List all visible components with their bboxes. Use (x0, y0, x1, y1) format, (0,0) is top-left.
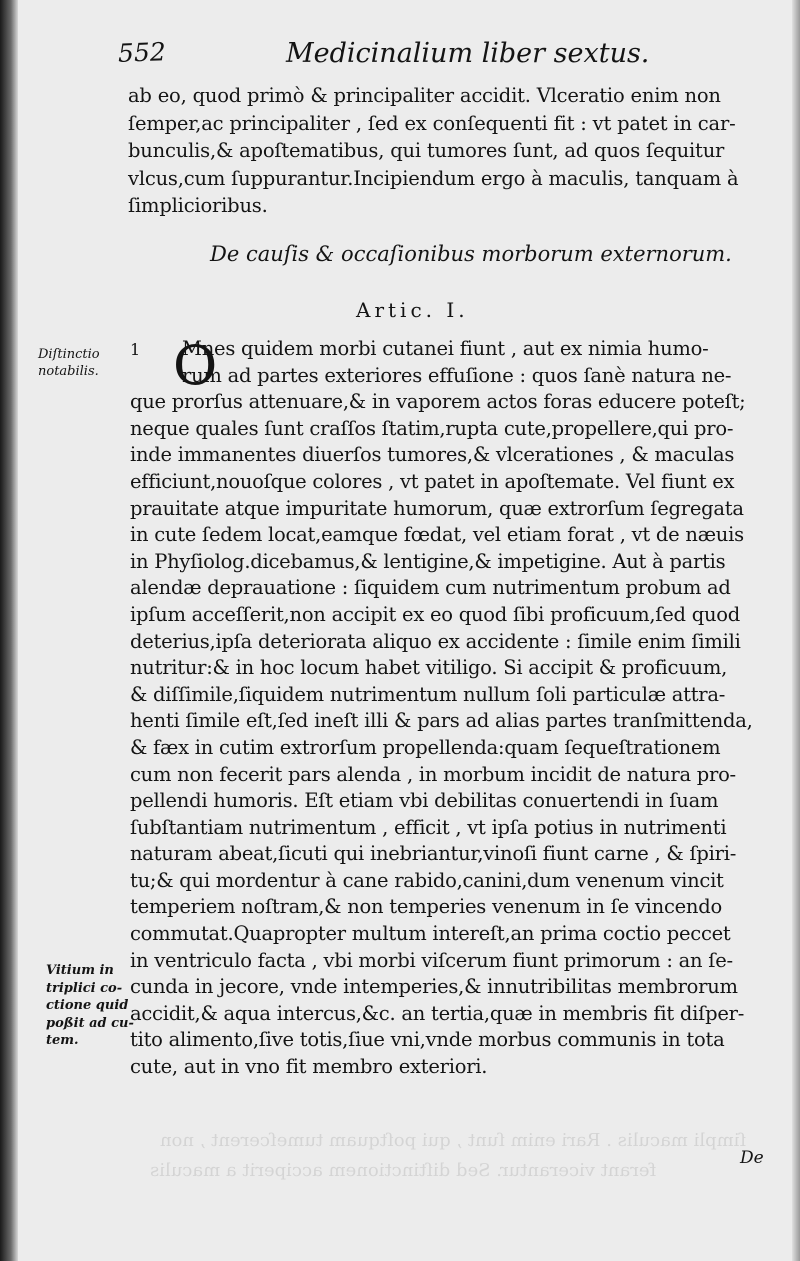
bleed-through-text: ſimpli maculis . Rari enim ſunt , qui poſtquam tumeſcerent , non (160, 1130, 747, 1151)
text-line: vlcus,cum ſuppurantur.Incipiendum ergo à maculis, tanquam à (128, 166, 739, 190)
margin-note-line: tem. (46, 1033, 79, 1048)
text-line: in Phyſiolog.dicebamus,& lentigine,& impetigine. Aut à partis (130, 549, 726, 573)
margin-note-vitium (46, 962, 134, 1050)
text-line: efficiunt,nouoſque colores , vt patet in apoſtemate. Vel fiunt ex (130, 469, 735, 493)
text-line: in ventriculo facta , vbi morbi viſcerum fiunt primorum : an ſe- (130, 948, 733, 972)
article-heading: Artic. I. (356, 298, 469, 322)
text-line: tito alimento,ſive totis,ſiue vni,vnde morbus communis in tota (130, 1028, 725, 1052)
text-line: ipſum acceſſerit,non accipit ex eo quod ſibi proficuum,ſed quod (130, 602, 741, 626)
text-line: tu;& qui mordentur à cane rabido,canini,dum venenum vincit (130, 868, 724, 892)
paragraph-number: 1 (130, 340, 140, 359)
margin-note-line: ctione quid (46, 998, 129, 1013)
margin-note-line: triplici co- (46, 980, 123, 996)
margin-note-line: Vitium in (46, 963, 114, 978)
text-line: alendæ deprauatione : ſiquidem cum nutrimentum probum ad (130, 576, 731, 600)
running-head: Medicinalium liber sextus. (286, 38, 650, 69)
text-line: naturam abeat,ſicuti qui inebriantur,vinoſi fiunt carne , & ſpiri- (130, 842, 737, 866)
text-line: Mnes quidem morbi cutanei fiunt , aut ex nimia humo- (182, 337, 709, 360)
page-header (117, 37, 650, 78)
text-line: ſemper,ac principaliter , ſed ex conſequenti fit : vt patet in car- (128, 111, 736, 135)
text-line: prauitate atque impuritate humorum, quæ extrorſum ſegregata (130, 496, 744, 520)
text-line: ab eo, quod primò & principaliter accidit. Vlceratio enim non (128, 84, 721, 107)
text-line: neque quales ſunt craſſos ſtatim,rupta cute,propellere,qui pro- (130, 416, 734, 440)
bleed-through-text-2: ferant vicerantur. Sed diſtinctionem acciperit a maculis (150, 1160, 657, 1181)
text-line: cum non fecerit pars alenda , in morbum incidit de natura pro- (130, 762, 736, 786)
text-line: cunda in jecore, vnde intemperies,& innutribilitas membrorum (130, 975, 738, 999)
margin-note-distinctio (38, 346, 100, 380)
text-line: accidit,& aqua intercus,&c. an tertia,quæ in membris fit diſper- (130, 1001, 745, 1025)
text-line: bunculis,& apoſtematibus, qui tumores ſunt, ad quos ſequitur (128, 139, 725, 163)
text-line: henti ſimile eſt,ſed ineſt illi & pars ad alias partes tranſmittenda, (130, 709, 753, 733)
margin-note-line: Diſtinctio (38, 347, 100, 362)
catchword: De (740, 1148, 764, 1168)
page-edge (792, 0, 800, 1261)
text-line: pellendi humoris. Eſt etiam vbi debilitas conuertendi in ſuam (130, 789, 719, 813)
drop-cap: O (173, 334, 218, 397)
intro-text (128, 82, 768, 220)
text-line: commutat.Quapropter multum intereſt,an prima coctio peccet (130, 922, 731, 946)
main-paragraph (130, 336, 770, 1081)
text-line: que prorſus attenuare,& in vaporem actos foras educere poteſt; (130, 390, 746, 414)
page-binding-shadow (0, 0, 18, 1261)
text-line: & fæx in cutim extrorſum propellenda:quam ſequeſtrationem (130, 735, 721, 759)
text-line: inde immanentes diuerſos tumores,& vlcerationes , & maculas (130, 443, 735, 467)
text-line: ſubſtantiam nutrimentum , efficit , vt ipſa potius in nutrimenti (130, 815, 727, 839)
page-number: 552 (117, 37, 167, 68)
text-line: temperiem noſtram,& non temperies venenum in ſe vincendo (130, 895, 722, 919)
margin-note-line: notabilis. (38, 364, 99, 379)
text-line: cute, aut in vno fit membro exteriori. (130, 1055, 488, 1079)
text-line: nutritur:& in hoc locum habet vitiligo. Si accipit & proficuum, (130, 656, 728, 680)
text-line: ſimplicioribus. (128, 194, 268, 218)
text-line: deterius,ipſa deteriorata aliquo ex accidente : ſimile enim ſimili (130, 629, 741, 653)
text-line: rum ad partes exteriores effuſione : quos ſanè natura ne- (182, 363, 732, 387)
section-heading: De cauſis & occaſionibus morborum externorum. (210, 242, 732, 266)
margin-note-line: poßit ad cu- (46, 1015, 134, 1031)
text-line: & diſſimile,ſiquidem nutrimentum nullum ſoli particulæ attra- (130, 682, 726, 706)
text-line: in cute ſedem locat,eamque fœdat, vel etiam forat , vt de næuis (130, 523, 744, 547)
